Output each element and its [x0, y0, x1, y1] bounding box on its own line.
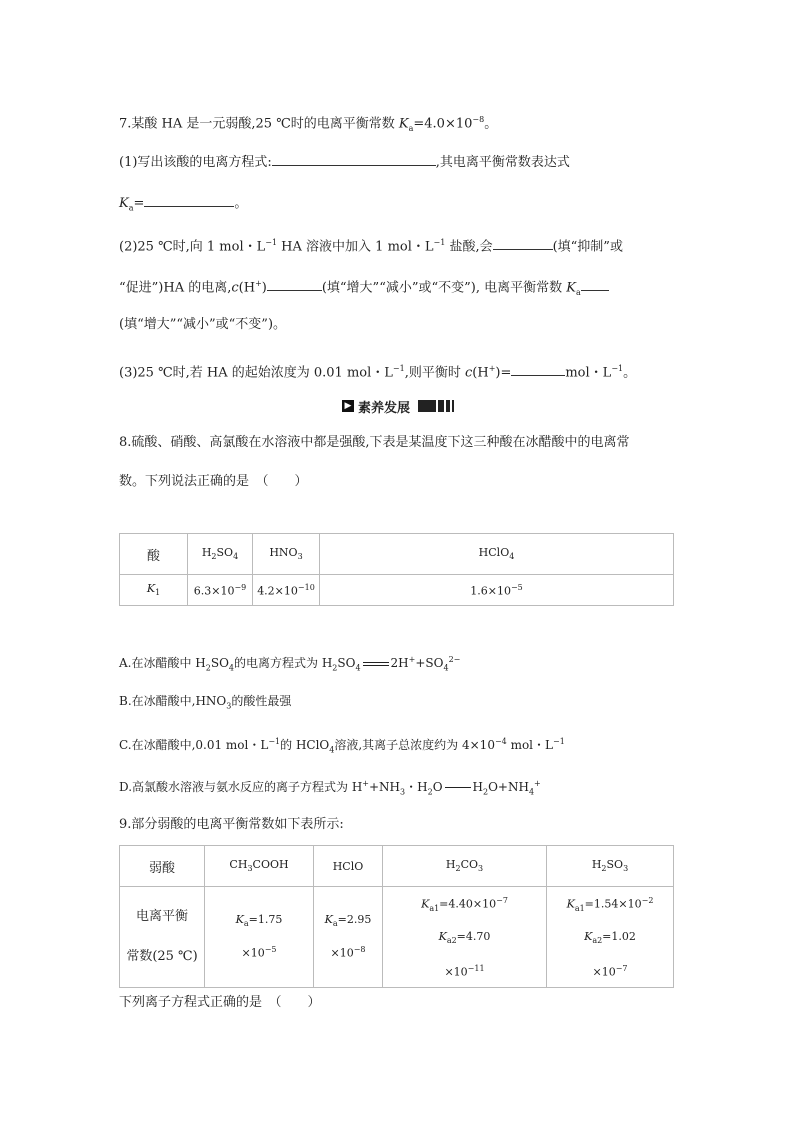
- equilibrium-icon: [363, 662, 389, 666]
- t: 3: [478, 864, 484, 874]
- q7-p1-text: (1)写出该酸的电离方程式:: [119, 155, 272, 170]
- t: 2−: [448, 655, 461, 664]
- q8-text-1: 8.硫酸、硝酸、高氯酸在水溶液中都是强酸,下表是某温度下这三种酸在冰醋酸中的电离常: [119, 435, 630, 450]
- t: K: [438, 929, 447, 943]
- q9-cell-hclo: [314, 887, 383, 988]
- q9-table: [119, 845, 674, 988]
- t: 2: [211, 552, 217, 562]
- table-row: [120, 575, 674, 606]
- t: 4.2×10: [257, 584, 298, 598]
- t: 4: [509, 552, 515, 562]
- q7-p2-plus: +: [255, 279, 262, 288]
- banner-bar: [452, 400, 454, 412]
- q7-p2-blank-1[interactable]: [493, 236, 553, 250]
- t: +SO: [415, 656, 444, 670]
- t: SO: [606, 858, 624, 872]
- t: [316, 937, 380, 967]
- t: 6.3×10: [193, 584, 235, 598]
- section-title: 素养发展: [358, 400, 411, 416]
- t: C.在冰醋酸中,0.01 mol・L: [119, 738, 269, 752]
- t: 溶液,其离子总浓度约为 4×10: [334, 738, 495, 752]
- t: +: [534, 779, 541, 788]
- q7-p2-blank-2[interactable]: [267, 277, 322, 291]
- t: −5: [510, 582, 523, 592]
- t: [549, 887, 671, 923]
- q8-option-a: [119, 651, 460, 677]
- table-row: [120, 846, 674, 887]
- q7-p3-f-exp: −1: [611, 364, 624, 373]
- banner-bars: [418, 400, 454, 412]
- t: K: [324, 912, 333, 926]
- q7-intro: [119, 111, 497, 138]
- t: 2: [427, 787, 433, 797]
- t: [207, 937, 311, 967]
- t: ×10: [241, 946, 265, 960]
- t: ×10: [592, 965, 616, 979]
- q9-header-h2co3: [383, 846, 547, 887]
- q7-part2-line3: [119, 316, 286, 334]
- q7-part2: [119, 234, 623, 256]
- q7-p2-line2-a: “促进”)HA 的电离,: [119, 280, 232, 296]
- t: [316, 907, 380, 937]
- reaction-arrow-icon: [445, 787, 471, 788]
- t: =2.95: [337, 912, 372, 926]
- t: CH: [229, 858, 248, 872]
- t: a2: [446, 936, 457, 946]
- ka-symbol: K: [566, 280, 576, 296]
- t: [207, 907, 311, 937]
- q9-question: [119, 994, 321, 1012]
- t: H: [591, 858, 602, 872]
- ka-symbol: K: [398, 116, 409, 132]
- t: 2: [601, 864, 607, 874]
- q7-p2-close: ): [261, 280, 267, 296]
- q8-option-b: [119, 692, 291, 715]
- t: 3: [247, 864, 253, 874]
- q7-part2-line2: [119, 275, 609, 302]
- t: a1: [429, 903, 440, 913]
- q7-p3-blank[interactable]: [511, 362, 565, 376]
- q7-intro-text: 7.某酸 HA 是一元弱酸,25 ℃时的电离平衡常数: [119, 116, 399, 132]
- t: 4: [355, 663, 361, 673]
- c-symbol: c: [231, 280, 239, 296]
- t: O+NH: [488, 780, 529, 794]
- q8-table: [119, 533, 674, 606]
- q7-p3-b: ,则平衡时: [404, 365, 465, 381]
- ka-sub: a: [408, 123, 414, 133]
- t: =1.75: [248, 912, 283, 926]
- q7-p2-exp-a: −1: [265, 238, 278, 247]
- t: 的酸性最强: [231, 694, 292, 708]
- t: K: [584, 929, 593, 943]
- q7-p3-d: (H: [472, 365, 489, 381]
- t: 常数(25 ℃): [126, 948, 198, 964]
- t: a2: [592, 936, 603, 946]
- q7-p1-eq: =: [133, 196, 145, 211]
- q8-cell-hclo4: [320, 575, 674, 606]
- t: K: [421, 897, 430, 911]
- t: a1: [574, 903, 585, 913]
- q7-p3-end: 。: [623, 365, 637, 381]
- t: +: [362, 779, 369, 788]
- t: K: [146, 582, 156, 596]
- play-icon: ▶: [342, 400, 354, 412]
- t: 4: [528, 787, 535, 797]
- table-row: [120, 534, 674, 575]
- t: +NH: [369, 780, 401, 794]
- t: 的电离方程式为 H: [234, 656, 333, 670]
- t: 4: [233, 552, 239, 562]
- q9-cell-ch3cooh: [205, 887, 314, 988]
- q7-p1-text-b: ,其电离平衡常数表达式: [435, 155, 570, 170]
- t: SO: [337, 656, 356, 670]
- banner-bar: [438, 400, 444, 412]
- q7-part3: [119, 360, 636, 382]
- t: SO: [210, 656, 229, 670]
- t: 3: [623, 864, 629, 874]
- t: [385, 923, 544, 955]
- q7-p2-h: (H: [238, 280, 256, 296]
- t: 3: [297, 552, 303, 562]
- t: 2: [332, 663, 338, 673]
- q7-p3-a: (3)25 ℃时,若 HA 的起始浓度为 0.01 mol・L: [119, 365, 393, 381]
- t: HClO: [478, 546, 510, 560]
- q7-ka-value: =4.0×10: [413, 116, 473, 132]
- t: −10: [297, 582, 315, 592]
- t: −7: [615, 964, 628, 974]
- q7-p3-f: mol・L: [565, 365, 612, 381]
- t: H: [472, 780, 483, 794]
- q9-cell-h2so3: [547, 887, 674, 988]
- t: CO: [460, 858, 479, 872]
- t: =1.02: [602, 929, 636, 943]
- t: 2H: [390, 656, 409, 670]
- t: [385, 955, 544, 987]
- t: −8: [353, 945, 366, 955]
- q8-text-2: 数。下列说法正确的是 （ ）: [119, 474, 308, 489]
- q9-header-ch3cooh: [205, 846, 314, 887]
- t: +: [408, 655, 416, 664]
- q8-header-hclo4: [320, 534, 674, 575]
- t: K: [235, 912, 244, 926]
- t: HNO: [269, 546, 298, 560]
- table-row: [120, 887, 674, 988]
- q8-header-acid: 酸: [120, 534, 188, 575]
- t: [549, 955, 671, 987]
- section-banner: [342, 397, 454, 415]
- t: 4: [228, 663, 235, 673]
- q7-p3-a-exp: −1: [392, 364, 405, 373]
- q8-header-hno3: [253, 534, 320, 575]
- q7-p3-e: )=: [495, 365, 512, 381]
- t: K: [566, 897, 575, 911]
- t: O: [432, 780, 443, 794]
- ka-symbol: K: [119, 196, 129, 211]
- q7-p1-ka-blank[interactable]: [144, 193, 234, 207]
- t: 4: [443, 663, 449, 673]
- t: 2: [483, 787, 489, 797]
- t: A.在冰醋酸中 H: [119, 656, 206, 670]
- t: B.在冰醋酸中,HNO: [119, 694, 227, 708]
- q8-line2: [119, 473, 308, 491]
- t: −2: [641, 896, 654, 905]
- t: H: [445, 858, 456, 872]
- q7-p2-text-b: HA 溶液中加入 1 mol・L: [277, 239, 434, 255]
- q9-header-hclo: HClO: [314, 846, 383, 887]
- ka-sub: a: [575, 287, 581, 297]
- q9-header-acid: 弱酸: [120, 846, 205, 887]
- t: 2: [455, 864, 461, 874]
- q9-cell-h2co3: [383, 887, 547, 988]
- q8-option-c: [119, 733, 565, 759]
- q8-cell-h2so4: [188, 575, 253, 606]
- t: −9: [234, 582, 247, 592]
- t: =1.54×10: [584, 897, 642, 911]
- q9-line1: [119, 816, 344, 834]
- t: mol・L: [506, 738, 553, 752]
- q9-row-label: [120, 887, 205, 988]
- t: [549, 923, 671, 955]
- t: 2: [205, 663, 211, 673]
- q7-part1-line2: [119, 193, 247, 218]
- q8-option-d: [119, 775, 541, 801]
- q9-text: 9.部分弱酸的电离平衡常数如下表所示:: [119, 817, 344, 832]
- t: 3: [226, 701, 232, 711]
- q8-cell-hno3: [253, 575, 320, 606]
- t: 4: [329, 745, 335, 755]
- q7-part1: [119, 152, 570, 172]
- t: D.高氯酸水溶液与氨水反应的离子方程式为 H: [119, 780, 363, 794]
- t: −4: [494, 737, 507, 746]
- q7-p1-end: 。: [234, 196, 248, 211]
- t: 电离平衡: [135, 908, 188, 924]
- q8-row-label: [120, 575, 188, 606]
- t: 3: [400, 787, 406, 797]
- q7-p2-text-d: (填“抑制”或: [552, 239, 623, 255]
- t: −5: [264, 945, 277, 955]
- t: [385, 887, 544, 923]
- q7-p3-plus: +: [488, 364, 496, 373]
- t: −7: [496, 896, 508, 905]
- q7-ka-exp: −8: [472, 115, 485, 124]
- t: =4.70: [456, 929, 491, 943]
- t: COOH: [252, 858, 289, 872]
- t: ×10: [330, 946, 354, 960]
- q8-header-h2so4: [188, 534, 253, 575]
- q7-p2-line2-d: (填“增大”“减小”或“不变”), 电离平衡常数: [321, 280, 567, 296]
- q7-p2-line3: (填“增大”“减小”或“不变”)。: [119, 317, 287, 332]
- q7-p2-exp-b: −1: [433, 238, 446, 247]
- t: a: [243, 919, 249, 929]
- q7-p1-blank[interactable]: [272, 152, 436, 166]
- t: ・H: [405, 780, 428, 794]
- t: 1: [155, 588, 161, 598]
- t: −1: [552, 737, 565, 746]
- banner-bar: [418, 400, 436, 412]
- t: SO: [216, 546, 234, 560]
- t: ×10: [444, 965, 468, 979]
- t: 的 HClO: [280, 738, 330, 752]
- q7-p2-text-c: 盐酸,会: [445, 239, 493, 255]
- t: −1: [268, 737, 281, 746]
- t: H: [201, 546, 212, 560]
- banner-bar: [446, 400, 450, 412]
- q8-line1: [119, 434, 630, 452]
- q7-end: 。: [484, 116, 498, 132]
- t: =4.40×10: [439, 897, 497, 911]
- q9-question-text: 下列离子方程式正确的是 （ ）: [119, 995, 321, 1010]
- q9-header-h2so3: [547, 846, 674, 887]
- t: a: [332, 919, 338, 929]
- t: −11: [467, 964, 485, 974]
- ka-sub: a: [128, 203, 134, 213]
- q7-p2-text-a: (2)25 ℃时,向 1 mol・L: [119, 239, 266, 255]
- c-symbol: c: [464, 365, 473, 381]
- q7-p2-blank-3[interactable]: [581, 277, 609, 291]
- t: 1.6×10: [470, 584, 511, 598]
